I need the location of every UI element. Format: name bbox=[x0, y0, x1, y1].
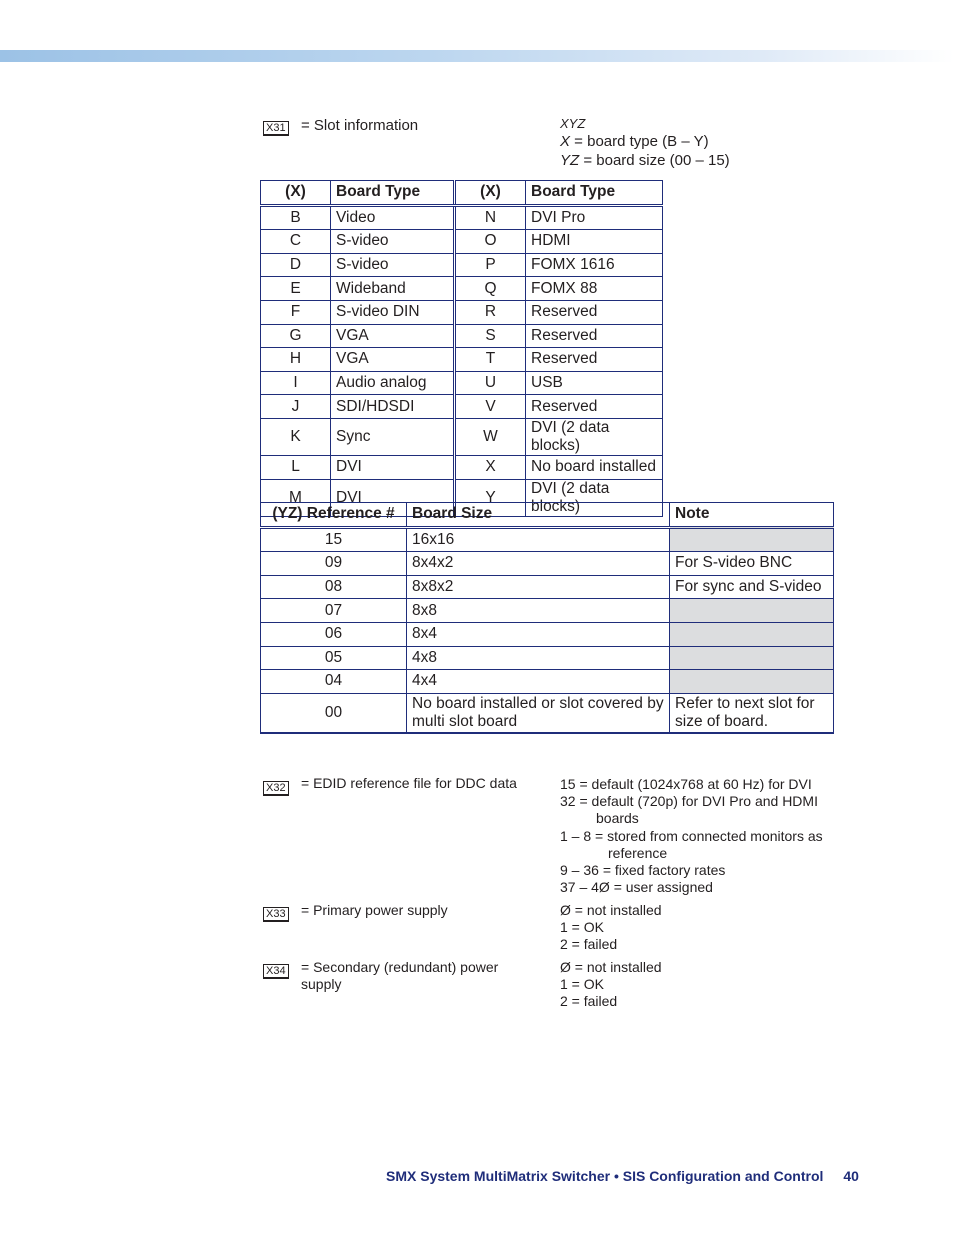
table-cell: 16x16 bbox=[407, 527, 670, 552]
table-cell bbox=[670, 670, 834, 694]
table-cell: 4x8 bbox=[407, 646, 670, 670]
x34-label: = Secondary (redundant) power supply bbox=[301, 959, 499, 992]
table-cell bbox=[670, 527, 834, 552]
x34-definition-list bbox=[560, 959, 662, 1011]
table-cell: DVI bbox=[331, 479, 455, 516]
table-cell bbox=[670, 622, 834, 646]
table-cell: Sync bbox=[331, 418, 455, 455]
table-row bbox=[261, 418, 663, 455]
column-header: Board Type bbox=[331, 181, 455, 206]
x-definition bbox=[560, 132, 730, 151]
table-row bbox=[261, 205, 663, 230]
definition-line: 37 – 4Ø = user assigned bbox=[560, 879, 713, 896]
table-cell: FOMX 88 bbox=[526, 277, 663, 301]
table-cell: DVI Pro bbox=[526, 205, 663, 230]
table-cell: 4x4 bbox=[407, 670, 670, 694]
x32-definition-list bbox=[560, 776, 823, 896]
table-cell: G bbox=[261, 324, 331, 348]
table-cell: 05 bbox=[261, 646, 407, 670]
table-row bbox=[261, 300, 663, 324]
table-cell: O bbox=[455, 230, 526, 254]
table-cell: N bbox=[455, 205, 526, 230]
table-cell: No board installed or slot covered by multi slot board bbox=[407, 693, 670, 733]
table-cell: P bbox=[455, 253, 526, 277]
x32-variable-box: X32 bbox=[263, 781, 289, 796]
table-cell: M bbox=[261, 479, 331, 516]
definition-line: 9 – 36 = fixed factory rates bbox=[560, 862, 726, 879]
definition-line: Ø = not installed bbox=[560, 959, 662, 975]
table-cell: For S-video BNC bbox=[670, 552, 834, 576]
table-row bbox=[261, 670, 834, 694]
table-row bbox=[261, 395, 663, 419]
table-cell: Audio analog bbox=[331, 371, 455, 395]
table-row bbox=[261, 575, 834, 599]
definition-line: Ø = not installed bbox=[560, 902, 662, 918]
table-cell bbox=[670, 599, 834, 623]
table-cell: 09 bbox=[261, 552, 407, 576]
table-cell: U bbox=[455, 371, 526, 395]
table-cell: T bbox=[455, 348, 526, 372]
table-cell: Reserved bbox=[526, 348, 663, 372]
table-cell bbox=[670, 646, 834, 670]
table-row bbox=[261, 324, 663, 348]
column-header: (X) bbox=[261, 181, 331, 206]
x-desc: = board type (B – Y) bbox=[570, 133, 709, 150]
definition-line: 2 = failed bbox=[560, 936, 618, 953]
table-cell: Reserved bbox=[526, 324, 663, 348]
x31-label: = Slot information bbox=[301, 117, 419, 134]
table-cell: DVI (2 data blocks) bbox=[526, 418, 663, 455]
board-type-table bbox=[260, 180, 663, 517]
table-cell: No board installed bbox=[526, 455, 663, 479]
definition-line: boards bbox=[596, 810, 639, 827]
table-cell: Reserved bbox=[526, 300, 663, 324]
x31-variable-box: X31 bbox=[263, 121, 289, 136]
table-cell: S-video bbox=[331, 230, 455, 254]
table-cell: SDI/HDSDI bbox=[331, 395, 455, 419]
table-cell: 15 bbox=[261, 527, 407, 552]
footer-title: SMX System MultiMatrix Switcher • SIS Configuration and Control bbox=[386, 1168, 824, 1184]
table-cell: Refer to next slot for size of board. bbox=[670, 693, 834, 733]
table-row bbox=[261, 277, 663, 301]
table-cell: 04 bbox=[261, 670, 407, 694]
table-cell: X bbox=[455, 455, 526, 479]
table-cell: Video bbox=[331, 205, 455, 230]
table-header-row bbox=[261, 181, 663, 206]
column-header: (X) bbox=[455, 181, 526, 206]
table-cell: V bbox=[455, 395, 526, 419]
definition-line: 2 = failed bbox=[560, 993, 618, 1010]
column-header: Board Size bbox=[407, 503, 670, 528]
table-cell: S-video DIN bbox=[331, 300, 455, 324]
table-cell: D bbox=[261, 253, 331, 277]
xyz-title: XYZ bbox=[560, 116, 586, 131]
column-header: Note bbox=[670, 503, 834, 528]
x32-label: = EDID reference file for DDC data bbox=[301, 775, 517, 791]
table-cell: 8x4 bbox=[407, 622, 670, 646]
table-row bbox=[261, 552, 834, 576]
header-gradient-bar bbox=[0, 50, 954, 62]
table-cell: Q bbox=[455, 277, 526, 301]
yz-desc: = board size (00 – 15) bbox=[579, 152, 730, 169]
table-cell: DVI (2 data blocks) bbox=[526, 479, 663, 516]
definition-line: 32 = default (720p) for DVI Pro and HDMI bbox=[560, 793, 818, 810]
table-cell: F bbox=[261, 300, 331, 324]
table-row bbox=[261, 371, 663, 395]
table-row bbox=[261, 599, 834, 623]
page-footer bbox=[386, 1168, 859, 1184]
x33-label: = Primary power supply bbox=[301, 902, 448, 918]
definition-line: 15 = default (1024x768 at 60 Hz) for DVI bbox=[560, 776, 812, 792]
table-cell: W bbox=[455, 418, 526, 455]
table-cell: FOMX 1616 bbox=[526, 253, 663, 277]
x31-definition bbox=[560, 116, 730, 170]
column-header: Board Type bbox=[526, 181, 663, 206]
table-cell: C bbox=[261, 230, 331, 254]
table-cell: 8x4x2 bbox=[407, 552, 670, 576]
table-cell: 00 bbox=[261, 693, 407, 733]
table-cell: H bbox=[261, 348, 331, 372]
table-row bbox=[261, 348, 663, 372]
table-cell: S bbox=[455, 324, 526, 348]
yz-key: YZ bbox=[560, 152, 580, 169]
table-header-row bbox=[261, 503, 834, 528]
table-cell: For sync and S-video bbox=[670, 575, 834, 599]
table-cell: J bbox=[261, 395, 331, 419]
table-row bbox=[261, 646, 834, 670]
definition-line: 1 = OK bbox=[560, 919, 604, 936]
x33-definition-list bbox=[560, 902, 662, 954]
table-cell: Reserved bbox=[526, 395, 663, 419]
table-row bbox=[261, 230, 663, 254]
x33-variable-box: X33 bbox=[263, 907, 289, 922]
page-number: 40 bbox=[843, 1168, 859, 1184]
board-size-table bbox=[260, 502, 834, 734]
table-cell: K bbox=[261, 418, 331, 455]
table-cell: HDMI bbox=[526, 230, 663, 254]
column-header: (YZ) Reference # bbox=[261, 503, 407, 528]
table-cell: 06 bbox=[261, 622, 407, 646]
x-key: X bbox=[560, 133, 571, 150]
x34-variable-box: X34 bbox=[263, 964, 289, 979]
table-cell: S-video bbox=[331, 253, 455, 277]
table-row bbox=[261, 455, 663, 479]
table-row bbox=[261, 622, 834, 646]
board-size-table-body bbox=[261, 527, 834, 733]
table-cell: R bbox=[455, 300, 526, 324]
table-cell: 08 bbox=[261, 575, 407, 599]
yz-definition bbox=[560, 151, 730, 170]
definition-line: 1 = OK bbox=[560, 976, 604, 993]
table-cell: DVI bbox=[331, 455, 455, 479]
board-type-table-body bbox=[261, 205, 663, 516]
table-cell: 8x8 bbox=[407, 599, 670, 623]
table-cell: VGA bbox=[331, 348, 455, 372]
table-row bbox=[261, 253, 663, 277]
table-cell: USB bbox=[526, 371, 663, 395]
table-cell: L bbox=[261, 455, 331, 479]
table-cell: VGA bbox=[331, 324, 455, 348]
table-row bbox=[261, 527, 834, 552]
table-cell: Y bbox=[455, 479, 526, 516]
table-cell: B bbox=[261, 205, 331, 230]
table-cell: 8x8x2 bbox=[407, 575, 670, 599]
definition-line: 1 – 8 = stored from connected monitors as bbox=[560, 827, 823, 844]
table-cell: I bbox=[261, 371, 331, 395]
definition-line: reference bbox=[608, 844, 668, 861]
table-cell: 07 bbox=[261, 599, 407, 623]
table-row bbox=[261, 693, 834, 733]
table-cell: E bbox=[261, 277, 331, 301]
table-cell: Wideband bbox=[331, 277, 455, 301]
